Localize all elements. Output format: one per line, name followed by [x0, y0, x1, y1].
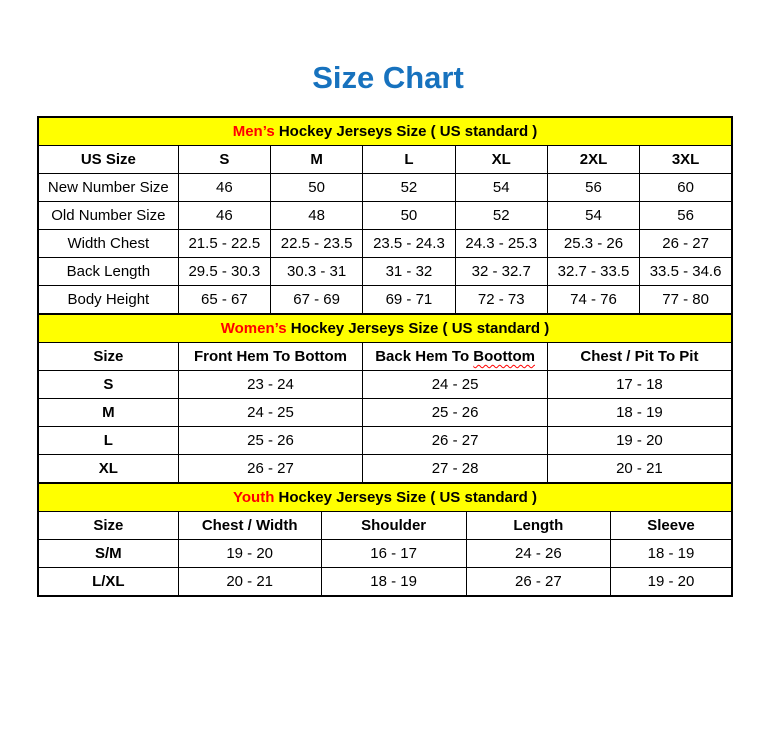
- header-cell-2xl: 2XL: [547, 146, 639, 174]
- row-label: Back Length: [38, 258, 178, 286]
- value-cell: 46: [178, 174, 270, 202]
- header-cell-sleeve: Sleeve: [611, 512, 732, 540]
- value-cell: 26 - 27: [178, 455, 363, 483]
- value-cell: 52: [363, 174, 455, 202]
- row-label: Width Chest: [38, 230, 178, 258]
- value-cell: 26 - 27: [640, 230, 732, 258]
- row-label: Body Height: [38, 286, 178, 314]
- value-cell: 30.3 - 31: [270, 258, 362, 286]
- header-cell-chest-width: Chest / Width: [178, 512, 321, 540]
- table-row-youth-sm: [38, 540, 732, 568]
- youth-size-table: [37, 483, 733, 597]
- mens-caption-text: Hockey Jerseys Size ( US standard ): [274, 123, 538, 140]
- mens-caption-red-word: Men’s: [232, 123, 275, 140]
- value-cell: 23.5 - 24.3: [363, 230, 455, 258]
- header-cell-back-hem: [363, 343, 548, 371]
- value-cell: 56: [547, 174, 639, 202]
- value-cell: 18 - 19: [321, 568, 466, 597]
- value-cell: 19 - 20: [178, 540, 321, 568]
- table-row-womens-l: [38, 427, 732, 455]
- value-cell: 27 - 28: [363, 455, 548, 483]
- value-cell: 32.7 - 33.5: [547, 258, 639, 286]
- mens-size-table: [37, 116, 733, 314]
- header-cell-shoulder: Shoulder: [321, 512, 466, 540]
- value-cell: 54: [547, 202, 639, 230]
- table-row-width-chest: [38, 230, 732, 258]
- row-label: New Number Size: [38, 174, 178, 202]
- womens-caption-red-word: Women’s: [220, 320, 287, 337]
- value-cell: 17 - 18: [547, 371, 732, 399]
- value-cell: 46: [178, 202, 270, 230]
- value-cell: 24 - 25: [363, 371, 548, 399]
- header-cell-xl: XL: [455, 146, 547, 174]
- row-label: S: [38, 371, 178, 399]
- table-row-womens-s: [38, 371, 732, 399]
- value-cell: 25 - 26: [178, 427, 363, 455]
- header-cell-length: Length: [466, 512, 610, 540]
- youth-header-row: [38, 512, 732, 540]
- header-cell-l: L: [363, 146, 455, 174]
- value-cell: 24 - 26: [466, 540, 610, 568]
- row-label: S/M: [38, 540, 178, 568]
- value-cell: 72 - 73: [455, 286, 547, 314]
- value-cell: 54: [455, 174, 547, 202]
- header-cell-s: S: [178, 146, 270, 174]
- value-cell: 25 - 26: [363, 399, 548, 427]
- value-cell: 60: [640, 174, 732, 202]
- youth-caption-red-word: Youth: [233, 489, 275, 506]
- row-label: M: [38, 399, 178, 427]
- value-cell: 65 - 67: [178, 286, 270, 314]
- row-label: XL: [38, 455, 178, 483]
- value-cell: 50: [270, 174, 362, 202]
- value-cell: 77 - 80: [640, 286, 732, 314]
- header-cell-m: M: [270, 146, 362, 174]
- value-cell: 56: [640, 202, 732, 230]
- header-cell-size: Size: [38, 512, 178, 540]
- mens-header-row: [38, 146, 732, 174]
- womens-caption: [38, 315, 732, 343]
- size-chart: [37, 116, 733, 597]
- value-cell: 19 - 20: [547, 427, 732, 455]
- table-row-womens-xl: [38, 455, 732, 483]
- table-row-youth-lxl: [38, 568, 732, 597]
- value-cell: 50: [363, 202, 455, 230]
- value-cell: 67 - 69: [270, 286, 362, 314]
- value-cell: 33.5 - 34.6: [640, 258, 732, 286]
- value-cell: 25.3 - 26: [547, 230, 639, 258]
- value-cell: 21.5 - 22.5: [178, 230, 270, 258]
- value-cell: 23 - 24: [178, 371, 363, 399]
- value-cell: 26 - 27: [363, 427, 548, 455]
- table-row-old-number-size: [38, 202, 732, 230]
- header-cell-us-size: US Size: [38, 146, 178, 174]
- value-cell: 20 - 21: [178, 568, 321, 597]
- value-cell: 32 - 32.7: [455, 258, 547, 286]
- value-cell: 31 - 32: [363, 258, 455, 286]
- youth-caption: [38, 484, 732, 512]
- header-cell-front-hem: Front Hem To Bottom: [178, 343, 363, 371]
- table-row-womens-m: [38, 399, 732, 427]
- womens-size-table: [37, 314, 733, 483]
- table-row-new-number-size: [38, 174, 732, 202]
- value-cell: 48: [270, 202, 362, 230]
- value-cell: 52: [455, 202, 547, 230]
- value-cell: 26 - 27: [466, 568, 610, 597]
- mens-caption-row: [38, 117, 732, 146]
- header-cell-size: Size: [38, 343, 178, 371]
- table-row-back-length: [38, 258, 732, 286]
- value-cell: 74 - 76: [547, 286, 639, 314]
- value-cell: 24 - 25: [178, 399, 363, 427]
- value-cell: 18 - 19: [547, 399, 732, 427]
- youth-caption-text: Hockey Jerseys Size ( US standard ): [274, 489, 537, 506]
- womens-header-row: [38, 343, 732, 371]
- value-cell: 24.3 - 25.3: [455, 230, 547, 258]
- value-cell: 16 - 17: [321, 540, 466, 568]
- row-label: Old Number Size: [38, 202, 178, 230]
- value-cell: 18 - 19: [611, 540, 732, 568]
- value-cell: 20 - 21: [547, 455, 732, 483]
- row-label: L: [38, 427, 178, 455]
- table-row-body-height: [38, 286, 732, 314]
- header-cell-3xl: 3XL: [640, 146, 732, 174]
- header-cell-chest-pit: Chest / Pit To Pit: [547, 343, 732, 371]
- value-cell: 22.5 - 23.5: [270, 230, 362, 258]
- value-cell: 69 - 71: [363, 286, 455, 314]
- mens-caption: [38, 117, 732, 146]
- back-hem-misspelled-word: Boottom: [473, 348, 535, 365]
- youth-caption-row: [38, 484, 732, 512]
- womens-caption-text: Hockey Jerseys Size ( US standard ): [286, 320, 550, 337]
- value-cell: 19 - 20: [611, 568, 732, 597]
- page-title: Size Chart: [312, 60, 464, 95]
- back-hem-prefix: Back Hem To: [375, 348, 474, 365]
- womens-caption-row: [38, 315, 732, 343]
- row-label: L/XL: [38, 568, 178, 597]
- value-cell: 29.5 - 30.3: [178, 258, 270, 286]
